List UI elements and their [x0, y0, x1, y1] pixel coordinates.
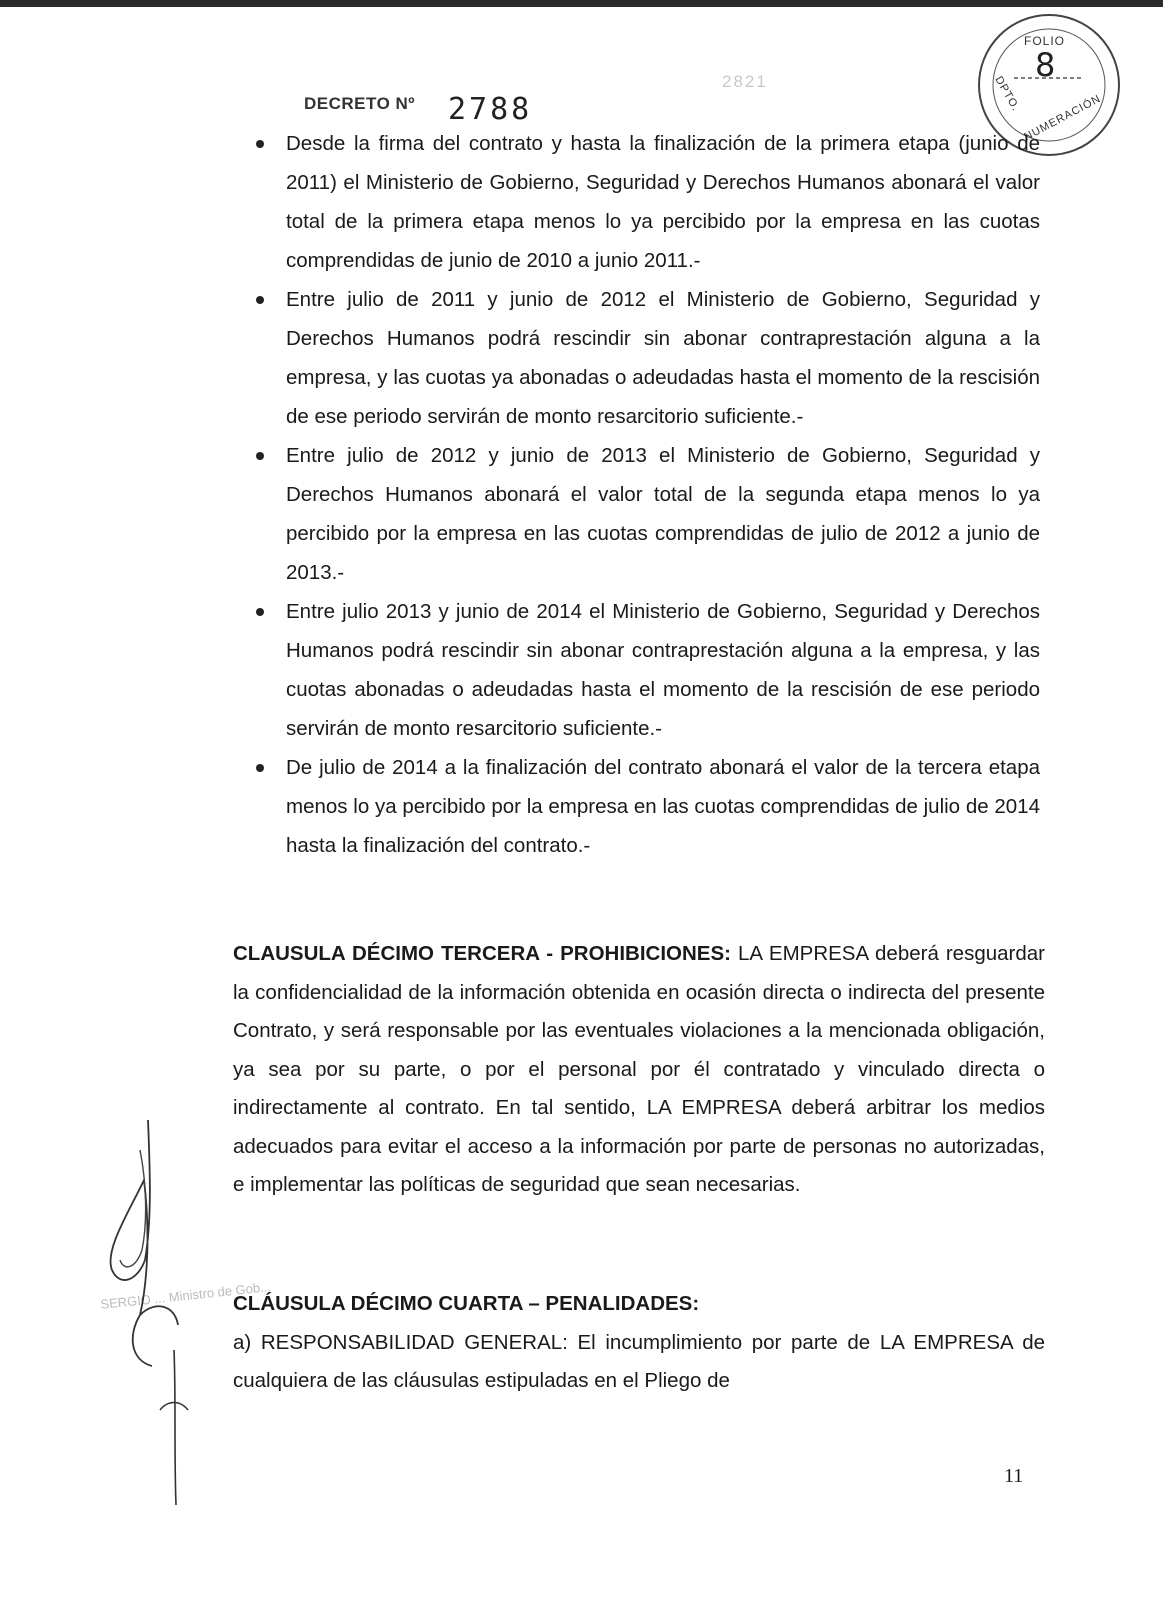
page-number: 11 [1004, 1465, 1024, 1487]
list-item-text: De julio de 2014 a la finalización del contrato abonará el valor de la tercera etapa menos lo ya percibido por la empresa en las cuotas comprendidas de julio de 2014 hasta la finalización del contrato.- [286, 756, 1040, 857]
stamp-folio-label: FOLIO [1024, 34, 1066, 48]
list-item-text: Entre julio de 2012 y junio de 2013 el Ministerio de Gobierno, Seguridad y Derechos Humanos abonará el valor total de la segunda etapa menos lo ya percibido por la empresa en las cuotas comprendidas de julio de 2012 a junio de 2013.- [286, 444, 1040, 584]
clausula-13-body: LA EMPRESA deberá resguardar la confidencialidad de la información obtenida en ocasión directa o indirecta del presente Contrato, y será responsable por las eventuales violaciones a la mencionada obligación, ya sea por su parte, o por el personal por él contratado y vinculado directa o indirectamente al contrato. En tal sentido, LA EMPRESA deberá arbitrar los medios adecuados para evitar el acceso a la información por parte de personas no autorizadas, e implementar las políticas de seguridad que sean necesarias. [233, 942, 1045, 1196]
list-item [250, 592, 1040, 748]
bullet-icon [256, 764, 264, 772]
faint-smudge-text: 2821 [722, 72, 768, 91]
list-item-text: Entre julio de 2011 y junio de 2012 el Ministerio de Gobierno, Seguridad y Derechos Humanos podrá rescindir sin abonar contraprestación alguna a la empresa, y las cuotas ya abonadas o adeudadas hasta el momento de la rescisión de ese periodo servirán de monto resarcitorio suficiente.- [286, 288, 1040, 428]
bullet-icon [256, 140, 264, 148]
bullet-icon [256, 296, 264, 304]
list-item [250, 748, 1040, 865]
stamp-folio-number: 8 [1035, 46, 1056, 84]
clausula-decimo-tercera [233, 935, 1045, 1205]
list-item-text: Entre julio 2013 y junio de 2014 el Ministerio de Gobierno, Seguridad y Derechos Humanos podrá rescindir sin abonar contraprestación alguna a la empresa, y las cuotas abonadas o adeudadas hasta el momento de la rescisión de ese periodo servirán de monto resarcitorio suficiente.- [286, 600, 1040, 740]
payment-schedule-list [250, 124, 1040, 865]
stamp-dept-label: DPTO. [992, 74, 1023, 114]
decreto-number: 2788 [448, 92, 533, 127]
decreto-label: DECRETO Nº [304, 94, 416, 113]
handwritten-signature-icon [90, 1110, 230, 1530]
bullet-icon [256, 608, 264, 616]
list-item [250, 280, 1040, 436]
list-item [250, 124, 1040, 280]
bullet-icon [256, 452, 264, 460]
list-item [250, 436, 1040, 592]
clausula-13-heading: CLAUSULA DÉCIMO TERCERA - PROHIBICIONES: [233, 942, 731, 965]
clausula-14-heading: CLÁUSULA DÉCIMO CUARTA – PENALIDADES: [233, 1292, 700, 1315]
scan-top-edge [0, 0, 1163, 7]
list-item-text: Desde la firma del contrato y hasta la finalización de la primera etapa (junio de 2011) el Ministerio de Gobierno, Seguridad y Derechos Humanos abonará el valor total de la primera etapa menos lo ya percibido por la empresa en las cuotas comprendidas de junio de 2010 a junio 2011.- [286, 132, 1040, 272]
stamp-office-label: NUMERACIÓN [1022, 92, 1104, 144]
faint-signature-stamp: SERGIO ... Ministro de Gob... [99, 1279, 272, 1312]
clausula-decimo-cuarta [233, 1285, 1045, 1401]
clausula-14-body: a) RESPONSABILIDAD GENERAL: El incumplimiento por parte de LA EMPRESA de cualquiera de las cláusulas estipuladas en el Pliego de [233, 1330, 1045, 1392]
